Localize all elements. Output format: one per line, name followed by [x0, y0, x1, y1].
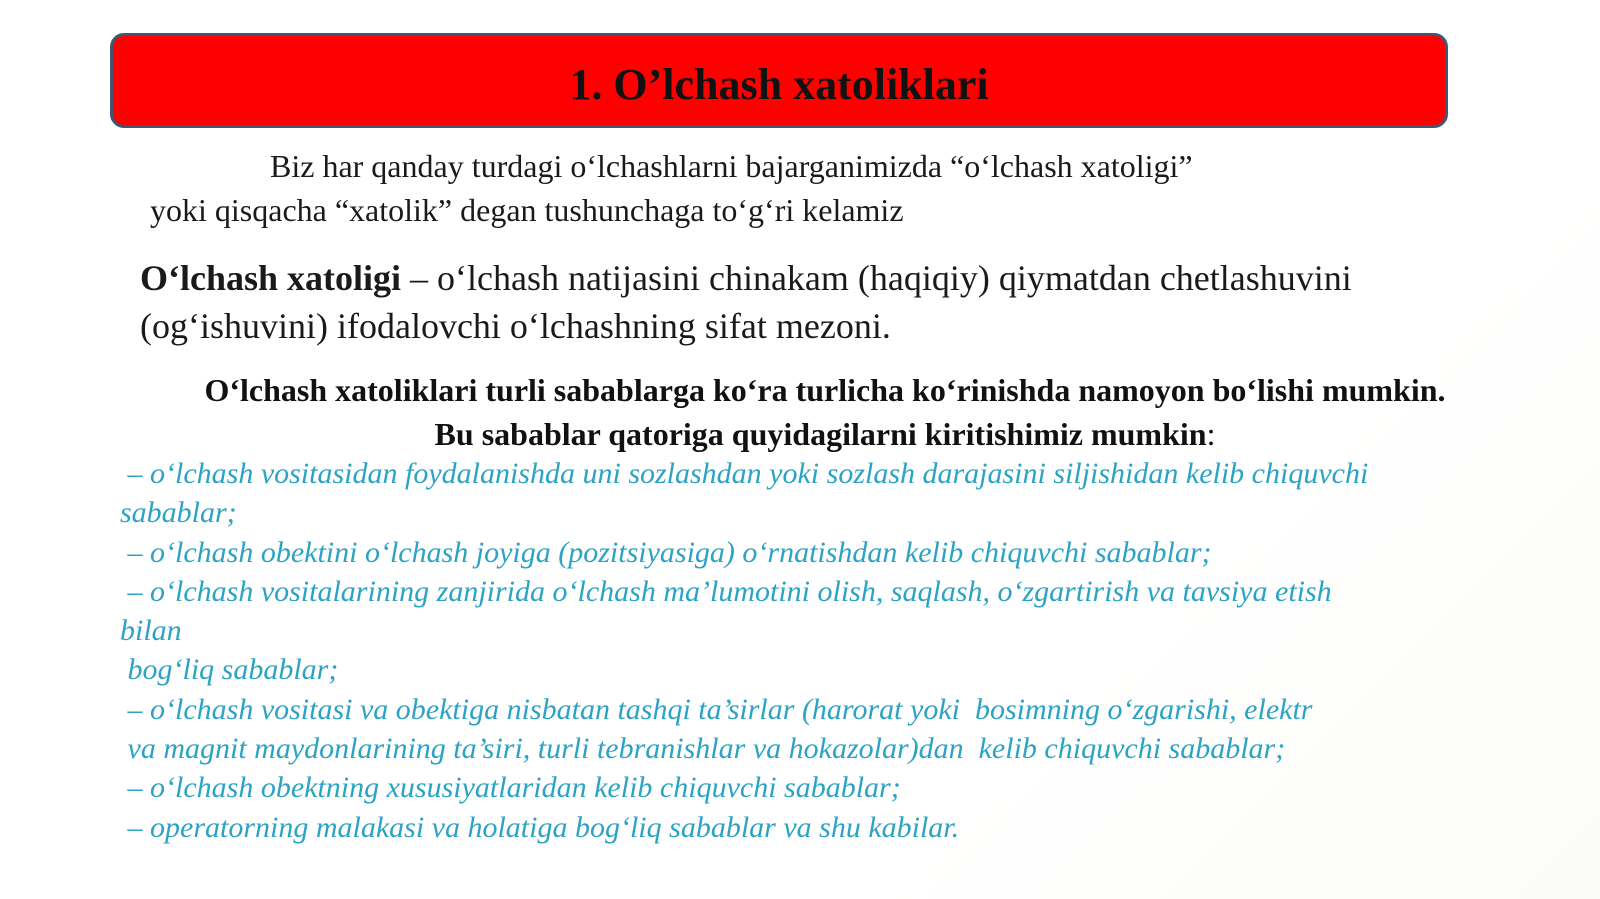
definition-text: – o‘lchash natijasini chinakam (haqiqiy) qiymatdan chetlashuvini (og‘ishuvini) ifodalovchi o‘lchashning sifat mezoni.: [140, 258, 1352, 346]
intro-line-1: Biz har qanday turdagi o‘lchashlarni bajarganimizda “o‘lchash xatoligi”: [270, 148, 1193, 184]
intro-line-2: yoki qisqacha “xatolik” degan tushunchaga to‘g‘ri kelamiz: [150, 192, 904, 228]
cause-line: – o‘lchash obektning xususiyatlaridan kelib chiquvchi sabablar;: [120, 771, 901, 805]
cause-line: bilan: [120, 614, 182, 648]
cause-line: va magnit maydonlarining ta’siri, turli tebranishlar va hokazolar)dan kelib chiquvchi sabablar;: [120, 732, 1286, 766]
cause-line: – o‘lchash obektini o‘lchash joyiga (pozitsiyasiga) o‘rnatishdan kelib chiquvchi sabablar;: [120, 535, 1212, 569]
causes-heading-colon: :: [1206, 416, 1216, 452]
cause-line: – o‘lchash vositasi va obektiga nisbatan tashqi ta’sirlar (harorat yoki bosimning o‘zgarishi, elektr: [120, 692, 1313, 726]
cause-line: – o‘lchash vositasidan foydalanishda uni sozlashdan yoki sozlash darajasini siljishidan kelib chiquvchi: [120, 457, 1369, 490]
cause-line: – o‘lchash vositalarining zanjirida o‘lchash ma’lumotini olish, saqlash, o‘zgartirish va tavsiya etish: [120, 574, 1332, 608]
cause-line: sabablar;: [120, 496, 237, 530]
cause-line: bog‘liq sabablar;: [120, 653, 339, 687]
definition-paragraph: [140, 254, 1440, 350]
definition-term: O‘lchash xatoligi: [140, 258, 402, 298]
causes-heading-text: O‘lchash xatoliklari turli sabablarga ko‘ra turlicha ko‘rinishda namoyon bo‘lishi mumkin. Bu sabablar qatoriga quyidagilarni kiritishimiz mumkin: [204, 372, 1446, 452]
slide-title: 1. O’lchash xatoliklari: [569, 60, 989, 109]
causes-heading: [200, 368, 1450, 456]
title-banner: [110, 33, 1448, 128]
cause-line: – operatorning malakasi va holatiga bog‘liq sabablar va shu kabilar.: [120, 810, 960, 844]
causes-list: [120, 454, 1520, 847]
